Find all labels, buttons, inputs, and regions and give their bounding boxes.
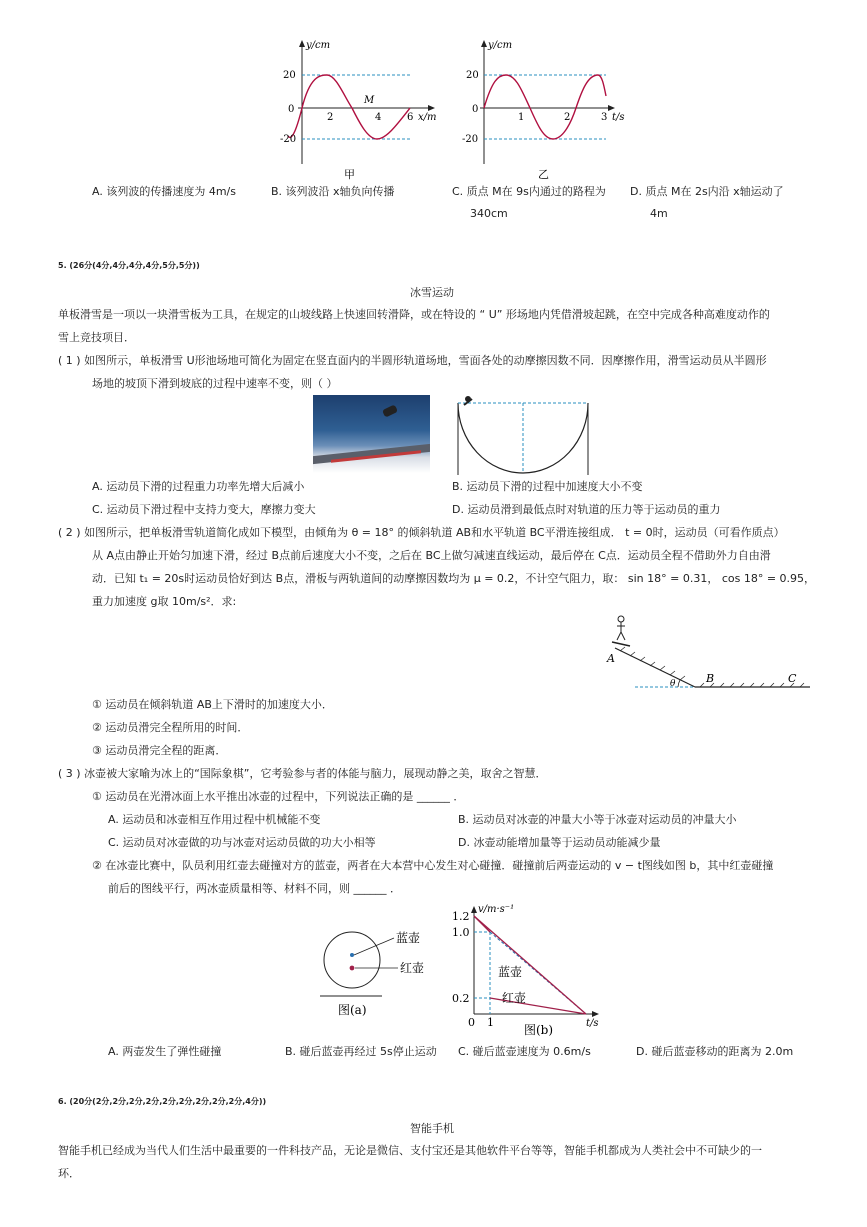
incline-diagram [600,610,815,695]
incline-label-a: A [607,652,615,665]
yi-y-pos: 20 [466,70,479,81]
vt-y02: 0.2 [452,992,470,1005]
jia-y-zero: 0 [288,104,295,115]
yi-y-neg: -20 [462,134,479,145]
q5-p2-line1: ( 2 ) 如图所示，把单板滑雪轨道简化成如下模型，由倾角为 θ = 18° 的倾斜轨道 AB和水平轨道 BC平滑连接组成． t = 0时，运动员（可看作质点） [58,526,785,539]
half-pipe-diagram [452,395,594,480]
q5-p3-sub1-option-a[interactable]: A. 运动员和冰壶相互作用过程中机械能不变 [108,813,321,826]
q5-p3-sub1: ① 运动员在光滑冰面上水平推出冰壶的过程中，下列说法正确的是 ______ ． [92,790,465,803]
q5-p3-sub2-line1: ② 在冰壶比赛中，队员利用红壶去碰撞对方的蓝壶，两者在大本营中心发生对心碰撞．碰撞前后两壶运动的 v − t图线如图 b，其中红壶碰撞 [92,859,774,872]
incline-label-c: C [788,672,797,685]
q5-p3-sub2-option-c[interactable]: C. 碰后蓝壶速度为 0.6m/s [458,1045,591,1058]
q5-p2-line4: 重力加速度 g取 10m/s²．求: [92,595,237,608]
jia-y-pos: 20 [283,70,296,81]
vt-y12: 1.2 [452,910,470,923]
q5-p2-line3: 动．已知 t₁ = 20s时运动员恰好到达 B点，滑板与两轨道间的动摩擦因数均为 μ = 0.2，不计空气阻力，取： sin 18° = 0.31， cos 18° = 0.95， [92,572,816,585]
q5-title: 冰雪运动 [410,286,454,299]
q5-p3-sub2-option-a[interactable]: A. 两壶发生了弹性碰撞 [108,1045,222,1058]
curling-caption-a: 图(a) [338,1003,367,1017]
jia-y-neg: -20 [280,134,297,145]
q5-p1-option-c[interactable]: C. 运动员下滑过程中支持力变大，摩擦力变大 [92,503,316,516]
q5-p1-option-a[interactable]: A. 运动员下滑的过程重力功率先增大后减小 [92,480,305,493]
vt-ylabel: v/m·s⁻¹ [478,904,515,915]
curling-figure-a [316,918,436,1026]
yi-y-zero: 0 [472,104,479,115]
yi-ylabel: y/cm [488,40,513,51]
jia-point-m: M [364,95,375,106]
q5-header: 5. (26分(4分,4分,4分,4分,5分,5分)) [58,261,200,270]
q4-option-c-cont: 340cm [470,207,508,220]
yi-xlabel: t/s [612,112,625,123]
wave-graph-jia [280,36,445,186]
q5-intro-line1: 单板滑雪是一项以一块滑雪板为工具，在规定的山坡线路上快速回转滑降，或在特设的 “ U” 形场地内凭借滑坡起跳，在空中完成各种高难度动作的 [58,308,770,321]
q5-p2-sub2: ② 运动员滑完全程所用的时间． [92,721,249,734]
vt-xlabel: t/s [586,1018,599,1029]
jia-tick: 6 [407,112,414,123]
vt-zero: 0 [468,1016,475,1029]
q5-p2-sub3: ③ 运动员滑完全程的距离． [92,744,227,757]
vt-x1: 1 [487,1016,494,1029]
vt-y10: 1.0 [452,926,470,939]
vt-label-blue: 蓝壶 [498,965,523,979]
vt-label-red: 红壶 [502,991,527,1005]
q4-option-c[interactable]: C. 质点 M在 9s内通过的路程为 [452,185,606,198]
jia-xlabel: x/m [418,112,437,123]
curling-label-blue: 蓝壶 [396,931,421,945]
q4-option-d[interactable]: D. 质点 M在 2s内沿 x轴运动了 [630,185,784,198]
q4-option-b[interactable]: B. 该列波沿 x轴负向传播 [271,185,395,198]
yi-tick: 2 [564,112,571,123]
snowboard-photo [313,395,430,473]
q5-intro-line2: 雪上竞技项目． [58,331,135,344]
q5-p3-sub1-option-b[interactable]: B. 运动员对冰壶的冲量大小等于冰壶对运动员的冲量大小 [458,813,737,826]
q4-option-d-cont: 4m [650,207,668,220]
curling-label-red: 红壶 [400,961,425,975]
jia-caption: 甲 [344,168,355,181]
incline-label-theta: θ [670,679,676,689]
q5-p3-sub2-option-d[interactable]: D. 碰后蓝壶移动的距离为 2.0m [636,1045,794,1058]
q5-p1-line2: 场地的坡顶下滑到坡底的过程中速率不变，则（ ） [92,377,338,390]
vt-caption: 图(b) [524,1023,554,1037]
curling-vt-graph [448,902,608,1037]
yi-tick: 1 [518,112,525,123]
q6-intro-line2: 环． [58,1167,80,1180]
q6-header: 6. (20分(2分,2分,2分,2分,2分,2分,2分,2分,2分,4分)) [58,1097,267,1106]
jia-tick: 2 [327,112,334,123]
q6-intro-line1: 智能手机已经成为当代人们生活中最重要的一件科技产品，无论是微信、支付宝还是其他软件平台等等，智能手机都成为人类社会中不可缺少的一 [58,1144,762,1157]
q5-p1-option-d[interactable]: D. 运动员滑到最低点时对轨道的压力等于运动员的重力 [452,503,721,516]
vibration-graph-yi [460,36,630,186]
yi-caption: 乙 [538,168,549,181]
q5-p1-line1: ( 1 ) 如图所示，单板滑雪 U形池场地可简化为固定在竖直面内的半圆形轨道场地，雪面各处的动摩擦因数不同．因摩擦作用，滑雪运动员从半圆形 [58,354,767,367]
q5-p3-sub1-option-d[interactable]: D. 冰壶动能增加量等于运动员动能减少量 [458,836,661,849]
q5-p3-sub2-option-b[interactable]: B. 碰后蓝壶再经过 5s停止运动 [285,1045,437,1058]
incline-label-b: B [706,672,715,685]
q5-p1-option-b[interactable]: B. 运动员下滑的过程中加速度大小不变 [452,480,643,493]
q6-title: 智能手机 [410,1122,454,1135]
jia-tick: 4 [375,112,382,123]
yi-tick: 3 [601,112,608,123]
q5-p3-sub2-line2: 前后的图线平行，两冰壶质量相等、材料不同，则 ______ ． [108,882,401,895]
q5-p2-line2: 从 A点由静止开始匀加速下滑，经过 B点前后速度大小不变，之后在 BC上做匀减速直线运动，最后停在 C点．运动员全程不借助外力自由滑 [92,549,771,562]
q5-p3-sub1-option-c[interactable]: C. 运动员对冰壶做的功与冰壶对运动员做的功大小相等 [108,836,376,849]
jia-ylabel: y/cm [306,40,331,51]
q5-p3-line1: ( 3 ) 冰壶被大家喻为冰上的“国际象棋”，它考验参与者的体能与脑力，展现动静之美，取舍之智慧． [58,767,547,780]
q4-option-a[interactable]: A. 该列波的传播速度为 4m/s [92,185,236,198]
q5-p2-sub1: ① 运动员在倾斜轨道 AB上下滑时的加速度大小． [92,698,333,711]
